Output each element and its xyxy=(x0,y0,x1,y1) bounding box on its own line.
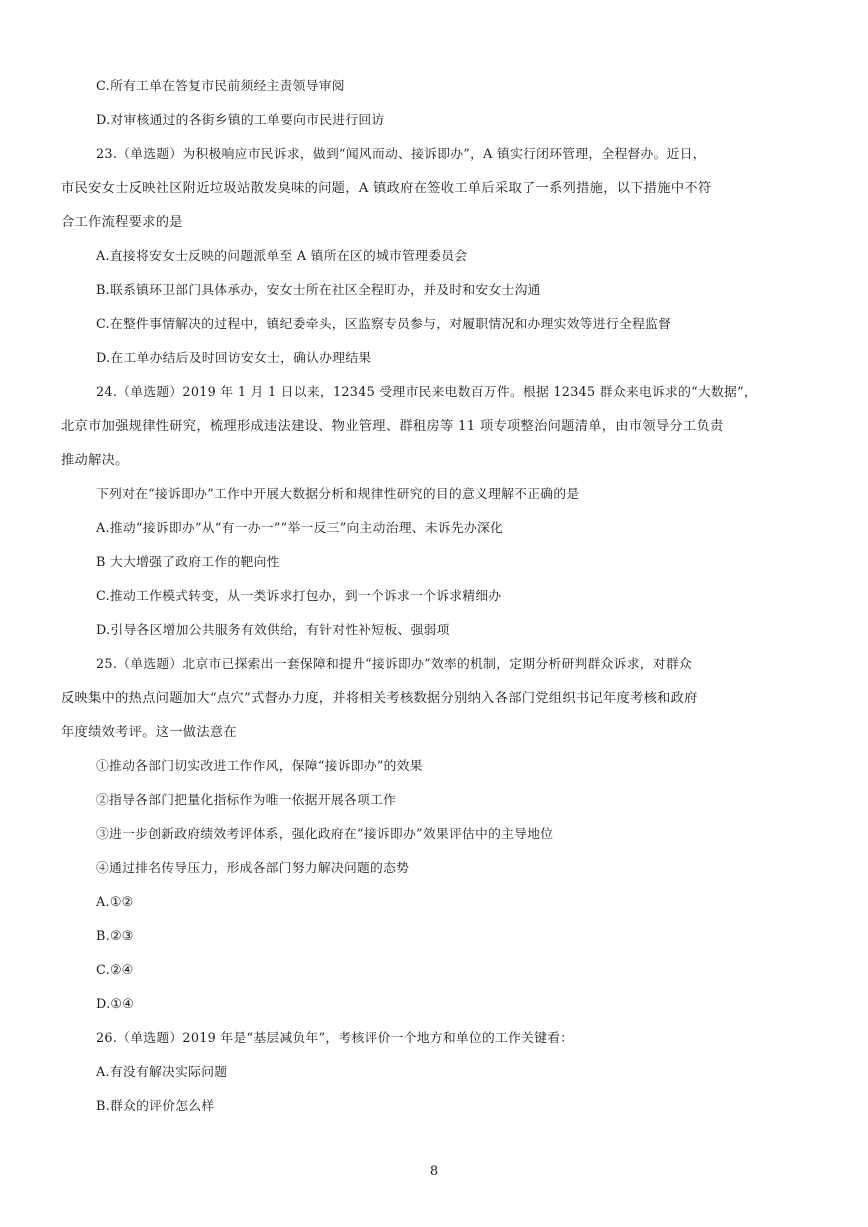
page-number: 8 xyxy=(429,1164,439,1179)
q25-stem-line3: 年度绩效考评。这一做法意在 xyxy=(61,725,237,740)
q25-option-b: B.②③ xyxy=(96,929,134,944)
q24-stem-line1: 24.（单选题）2019 年 1 月 1 日以来，12345 受理市民来电数百万件。根据 12345 群众来电诉求的“大数据”， xyxy=(96,385,757,400)
q25-stem-line2: 反映集中的热点问题加大“点穴”式督办力度，并将相关考核数据分别纳入各部门党组织书记年度考核和政府 xyxy=(61,691,698,706)
q23-stem-line2: 市民安女士反映社区附近垃圾站散发臭味的问题，A 镇政府在签收工单后采取了一系列措施，以下措施中不符 xyxy=(61,181,712,196)
q24-stem-line3: 推动解决。 xyxy=(61,453,129,468)
q24-stem-line4: 下列对在“接诉即办”工作中开展大数据分析和规律性研究的目的意义理解不正确的是 xyxy=(96,487,580,502)
q26-stem-line1: 26.（单选题）2019 年是“基层减负年”，考核评价一个地方和单位的工作关键看： xyxy=(96,1031,574,1046)
q23-option-a: A.直接将安女士反映的问题派单至 A 镇所在区的城市管理委员会 xyxy=(96,249,468,264)
q22-option-c: C.所有工单在答复市民前须经主责领导审阅 xyxy=(96,79,345,94)
q24-option-b: B 大大增强了政府工作的靶向性 xyxy=(96,555,280,570)
q26-option-a: A.有没有解决实际问题 xyxy=(96,1065,228,1080)
q24-option-a: A.推动“接诉即办”从“有一办一”“举一反三”向主动治理、未诉先办深化 xyxy=(96,521,504,536)
q25-item-4: ④通过排名传导压力，形成各部门努力解决问题的态势 xyxy=(96,861,410,876)
q25-option-a: A.①② xyxy=(96,895,134,910)
q23-option-c: C.在整件事情解决的过程中，镇纪委牵头，区监察专员参与，对履职情况和办理实效等进行全程监督 xyxy=(96,317,672,332)
q25-option-c: C.②④ xyxy=(96,963,134,978)
q24-stem-line2: 北京市加强规律性研究，梳理形成违法建设、物业管理、群租房等 11 项专项整治问题清单，由市领导分工负责 xyxy=(61,419,724,434)
q23-option-d: D.在工单办结后及时回访安女士，确认办理结果 xyxy=(96,351,372,366)
q25-stem-line1: 25.（单选题）北京市已探索出一套保障和提升“接诉即办”效率的机制，定期分析研判群众诉求，对群众 xyxy=(96,657,692,672)
q25-option-d: D.①④ xyxy=(96,997,134,1012)
q25-item-1: ①推动各部门切实改进工作作风，保障“接诉即办”的效果 xyxy=(96,759,423,774)
q22-option-d: D.对审核通过的各街乡镇的工单要向市民进行回访 xyxy=(96,113,385,128)
q25-item-2: ②指导各部门把量化指标作为唯一依据开展各项工作 xyxy=(96,793,397,808)
q24-option-c: C.推动工作模式转变，从一类诉求打包办，到一个诉求一个诉求精细办 xyxy=(96,589,502,604)
q26-option-b: B.群众的评价怎么样 xyxy=(96,1099,215,1114)
q24-option-d: D.引导各区增加公共服务有效供给，有针对性补短板、强弱项 xyxy=(96,623,450,638)
q25-item-3: ③进一步创新政府绩效考评体系，强化政府在“接诉即办”效果评估中的主导地位 xyxy=(96,827,554,842)
q23-option-b: B.联系镇环卫部门具体承办，安女士所在社区全程盯办，并及时和安女士沟通 xyxy=(96,283,541,298)
q23-stem-line3: 合工作流程要求的是 xyxy=(61,215,183,230)
q23-stem-line1: 23.（单选题）为积极响应市民诉求，做到“闻风而动、接诉即办”，A 镇实行闭环管理，全程督办。近日， xyxy=(96,147,706,162)
